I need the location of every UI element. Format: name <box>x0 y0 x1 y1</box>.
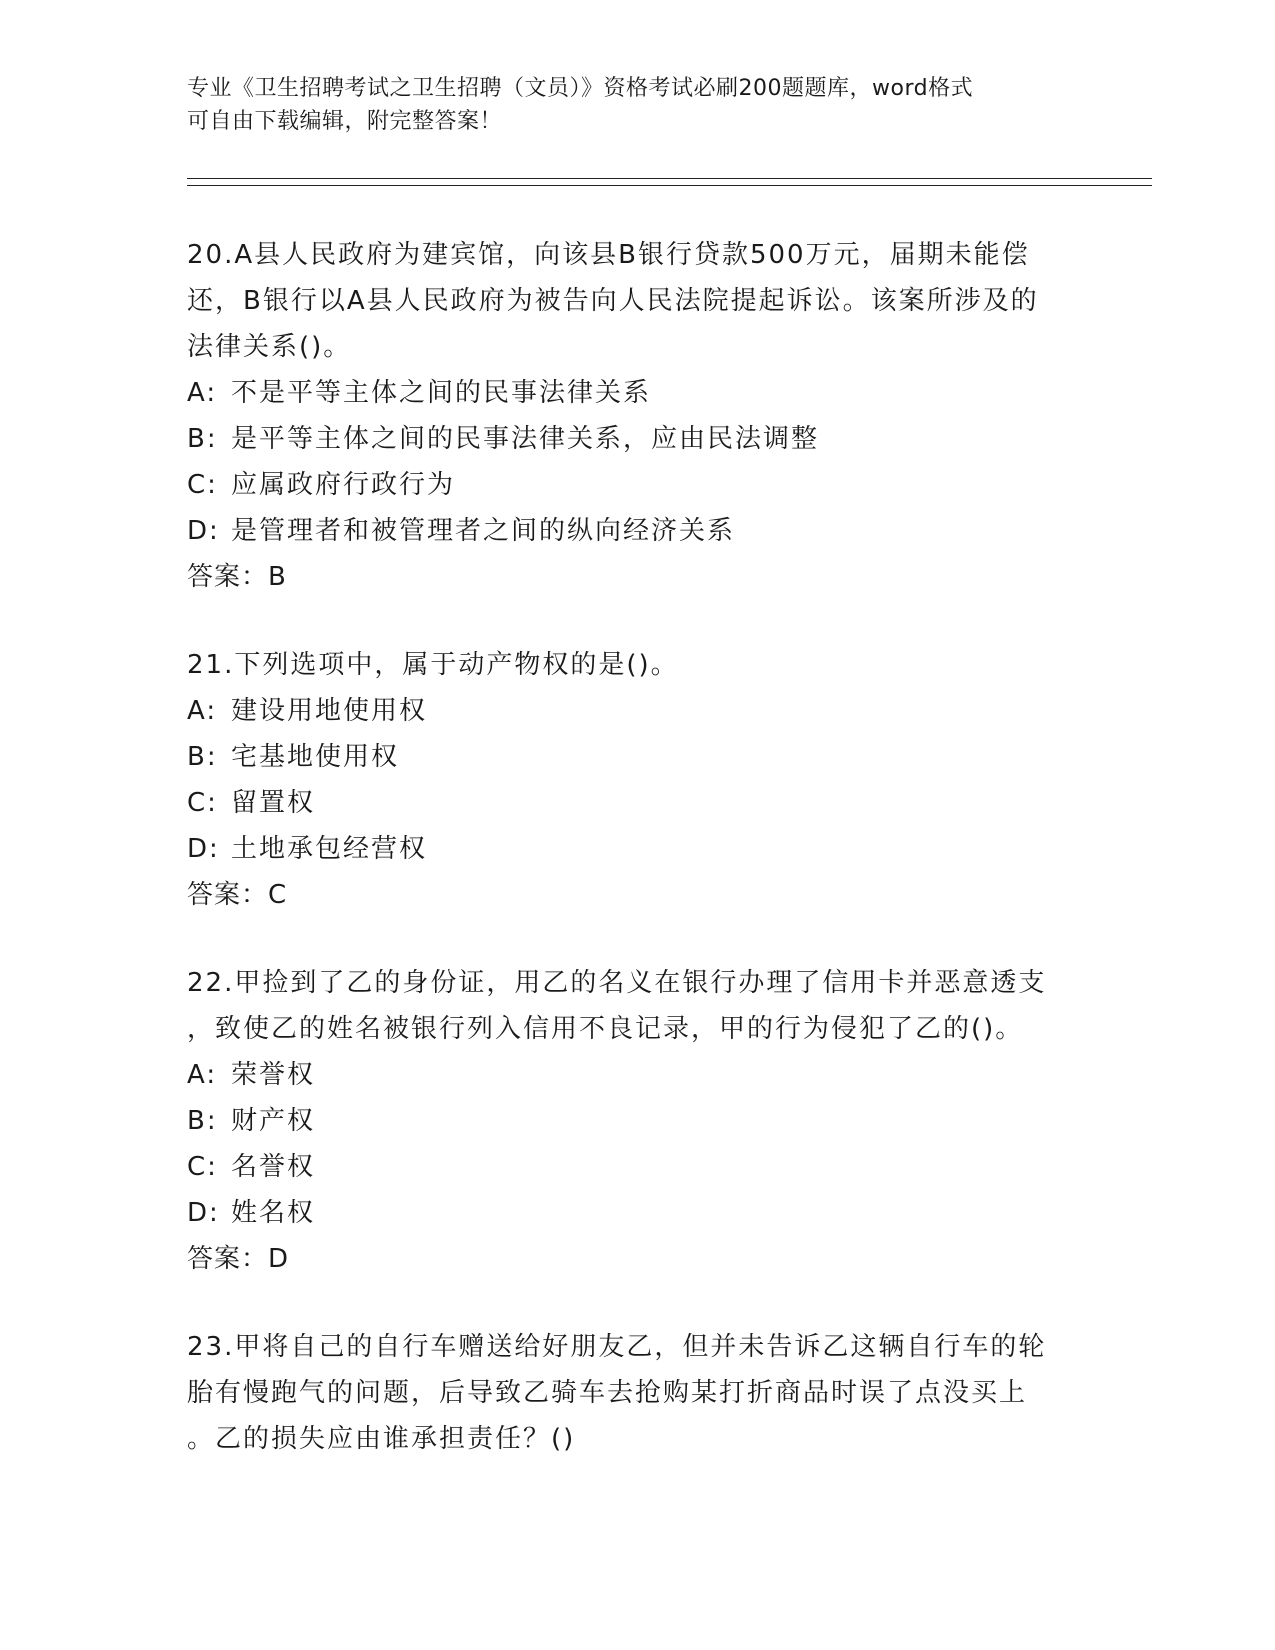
question-list <box>187 232 1087 1504</box>
header-line: 可自由下载编辑，附完整答案！ <box>187 109 503 134</box>
question-21 <box>187 642 1087 918</box>
option-d <box>187 508 1087 554</box>
option-text: 不是平等主体之间的民事法律关系 <box>231 378 652 408</box>
question-23 <box>187 1324 1087 1462</box>
option-a <box>187 688 1087 734</box>
option-letter: B: <box>187 424 218 454</box>
question-line: ，致使乙的姓名被银行列入信用不良记录，甲的行为侵犯了乙的()。 <box>187 1014 1024 1044</box>
question-line: 胎有慢跑气的问题，后导致乙骑车去抢购某打折商品时误了点没买上 <box>187 1378 1028 1408</box>
option-b <box>187 734 1087 780</box>
option-letter: D: <box>187 834 220 864</box>
option-text: 应属政府行政行为 <box>231 470 456 500</box>
question-line: 法律关系()。 <box>187 332 352 362</box>
header-divider <box>187 178 1152 186</box>
option-text: 是平等主体之间的民事法律关系，应由民法调整 <box>231 424 820 454</box>
option-text: 宅基地使用权 <box>231 742 400 772</box>
option-text: 荣誉权 <box>231 1060 316 1090</box>
option-text: 土地承包经营权 <box>231 834 428 864</box>
option-letter: D: <box>187 516 220 546</box>
answer-line: 答案：B <box>187 562 287 592</box>
option-a <box>187 1052 1087 1098</box>
option-letter: B: <box>187 742 218 772</box>
option-text: 姓名权 <box>231 1198 316 1228</box>
question-20 <box>187 232 1087 600</box>
option-letter: A: <box>187 378 218 408</box>
option-text: 名誉权 <box>231 1152 316 1182</box>
question-line: 还，B银行以A县人民政府为被告向人民法院提起诉讼。该案所涉及的 <box>187 286 1039 316</box>
option-text: 留置权 <box>231 788 316 818</box>
question-line: 22.甲捡到了乙的身份证，用乙的名义在银行办理了信用卡并恶意透支 <box>187 968 1047 998</box>
option-text: 建设用地使用权 <box>231 696 428 726</box>
option-b <box>187 416 1087 462</box>
question-line: 20.A县人民政府为建宾馆，向该县B银行贷款500万元，届期未能偿 <box>187 240 1030 270</box>
question-line: 23.甲将自己的自行车赠送给好朋友乙，但并未告诉乙这辆自行车的轮 <box>187 1332 1047 1362</box>
option-letter: C: <box>187 788 218 818</box>
option-letter: C: <box>187 1152 218 1182</box>
question-text <box>187 960 1087 1052</box>
answer-line: 答案：C <box>187 880 288 910</box>
option-letter: C: <box>187 470 218 500</box>
option-d <box>187 826 1087 872</box>
option-text: 财产权 <box>231 1106 316 1136</box>
option-a <box>187 370 1087 416</box>
option-letter: A: <box>187 696 218 726</box>
question-line: 21.下列选项中，属于动产物权的是()。 <box>187 650 679 680</box>
answer-line: 答案：D <box>187 1244 290 1274</box>
option-letter: D: <box>187 1198 220 1228</box>
option-letter: A: <box>187 1060 218 1090</box>
question-22 <box>187 960 1087 1282</box>
question-text <box>187 1324 1087 1462</box>
option-c <box>187 1144 1087 1190</box>
option-c <box>187 780 1087 826</box>
question-text <box>187 232 1087 370</box>
option-b <box>187 1098 1087 1144</box>
question-line: 。乙的损失应由谁承担责任？() <box>187 1424 576 1454</box>
option-d <box>187 1190 1087 1236</box>
option-letter: B: <box>187 1106 218 1136</box>
question-text <box>187 642 1087 688</box>
header-line: 专业《卫生招聘考试之卫生招聘（文员）》资格考试必刷200题题库，word格式 <box>187 76 974 101</box>
option-c <box>187 462 1087 508</box>
document-header <box>187 72 1067 138</box>
option-text: 是管理者和被管理者之间的纵向经济关系 <box>231 516 736 546</box>
